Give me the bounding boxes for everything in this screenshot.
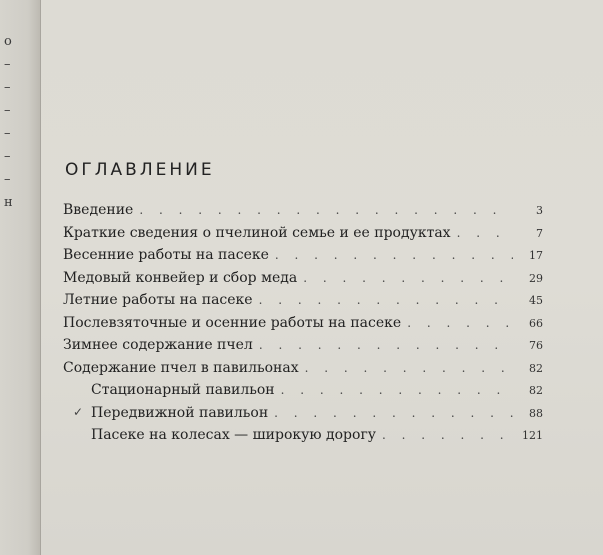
toc-entry-label: Послевзяточные и осенние работы на пасеке [63,314,402,331]
toc-entry-page: 7 [536,226,543,240]
toc-entry-page: 29 [529,271,543,285]
toc-entry-label: Пасеке на колесах — широкую дорогу [91,427,377,443]
toc-entry [63,337,543,360]
toc-entry-label: Медовый конвейер и сбор меда [63,269,298,286]
toc-entry-label: Краткие сведения о пчелиной семье и ее продуктах [63,224,451,241]
toc-entry-page: 88 [529,406,543,420]
left-page-edge [0,0,41,555]
table-of-contents [63,202,543,450]
toc-entry-page: 76 [529,339,543,352]
dot-leader [376,428,513,442]
toc-entry-page: 3 [536,204,543,217]
toc-entry-page: 45 [529,294,543,307]
left-mark: – [4,103,11,118]
toc-subentry [63,405,543,428]
left-mark: – [4,149,11,164]
toc-entry-page: 17 [529,249,543,262]
toc-entry-page: 82 [529,361,543,375]
dot-leader [133,203,513,217]
toc-entry [63,225,543,248]
toc-entry-label: Зимнее содержание пчел [63,337,253,353]
dot-leader [269,248,513,262]
dot-leader [297,271,513,285]
dot-leader [299,361,513,375]
toc-entry [63,292,543,315]
dot-leader [253,338,513,352]
toc-entry [63,360,543,383]
toc-entry-label: Передвижной павильон [91,404,269,421]
toc-entry-page: 66 [529,316,543,330]
toc-entry [63,270,543,293]
dot-leader [451,226,513,240]
toc-entry-label: Стационарный павильон [91,382,275,398]
toc-subentry [63,427,543,450]
check-mark-icon: ✓ [73,404,84,419]
dot-leader [268,406,513,420]
toc-entry-label: Весенние работы на пасеке [63,247,269,263]
dot-leader [275,383,513,397]
toc-entry-page: 121 [522,429,543,442]
left-page-text-fragments [4,30,13,214]
toc-entry-label: Содержание пчел в павильонах [63,359,299,376]
left-mark: – [4,80,11,95]
toc-entry [63,315,543,338]
left-mark: – [4,126,11,141]
dot-leader [401,316,513,330]
toc-entry [63,247,543,270]
toc-entry [63,202,543,225]
toc-subentry [63,382,543,405]
left-mark: – [4,57,11,72]
dot-leader [253,293,513,307]
left-mark: o [4,34,12,49]
left-mark: – [4,172,11,187]
toc-entry-label: Летние работы на пасеке [63,292,253,308]
toc-entry-label: Введение [63,202,134,218]
left-mark: н [4,195,13,210]
page-title: ОГЛАВЛЕНИЕ [65,160,215,180]
toc-entry-page: 82 [529,384,543,397]
